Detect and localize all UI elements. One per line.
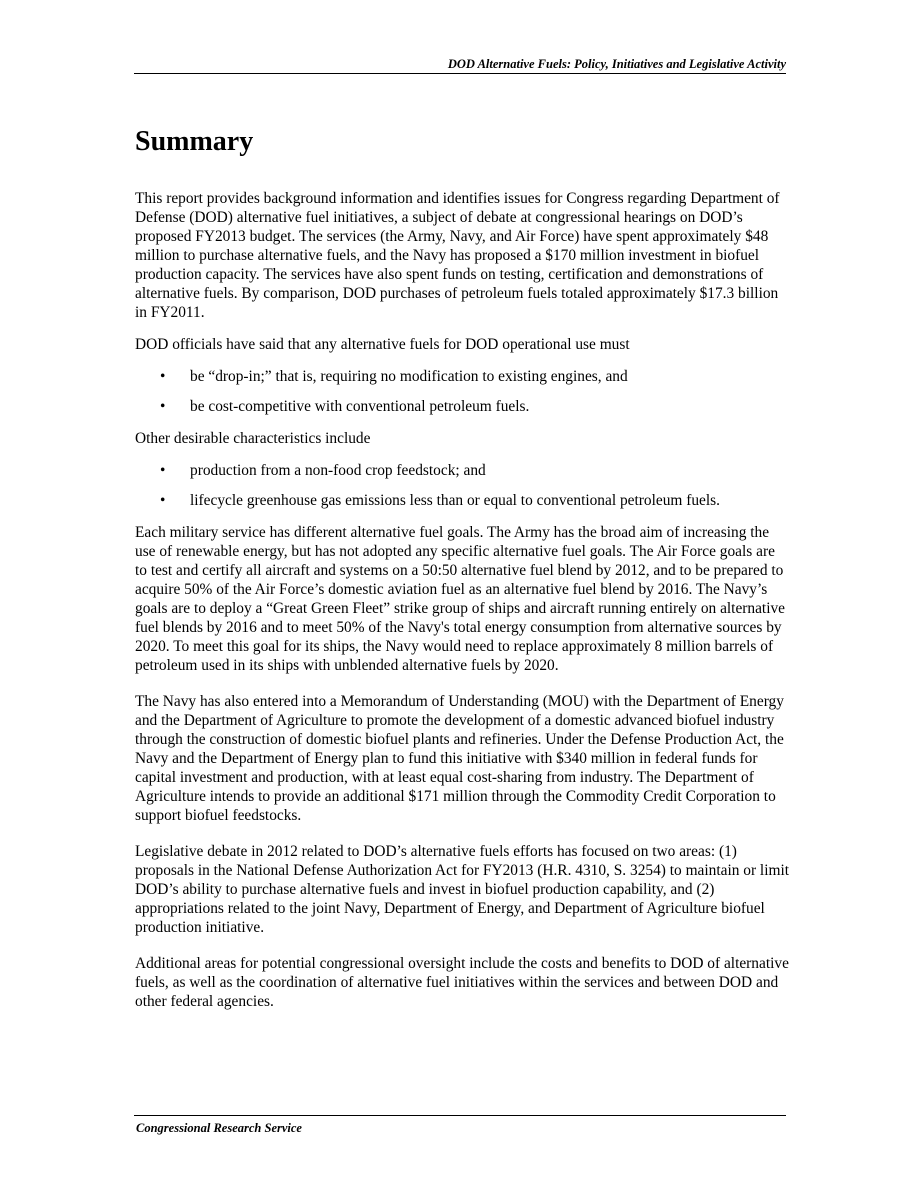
list-item: • be cost-competitive with conventional petroleum fuels. — [135, 397, 725, 416]
intro-paragraph: This report provides background information and identifies issues for Congress regarding Department of Defense (DOD) alternative fuel initiatives, a subject of debate at congressional hearings on DOD’s proposed FY2013 budget. The services (the Army, Navy, and Air Force) have spent approximately $48 million to purchase alternative fuels, and the Navy has proposed a $170 million investment in biofuel production capacity. The services have also spent funds on testing, certification and demonstrations of alternative fuels. By comparison, DOD purchases of petroleum fuels totaled approximately $17.3 billion in FY2011. — [135, 190, 780, 321]
list-item: • production from a non-food crop feedstock; and — [135, 461, 725, 480]
legislative-paragraph: Legislative debate in 2012 related to DOD’s alternative fuels efforts has focused on two areas: (1) proposals in the National Defense Authorization Act for FY2013 (H.R. 4310, S. 3254) to maintain or limit DOD’s ability to purchase alternative fuels and invest in biofuel production capability, and (2) appropriations related to the joint Navy, Department of Energy, and Department of Agriculture biofuel production initiative. — [135, 843, 790, 936]
running-header: DOD Alternative Fuels: Policy, Initiatives and Legislative Activity — [134, 56, 786, 74]
desirable-lead-in: Other desirable characteristics include — [135, 430, 371, 447]
list-item: • be “drop-in;” that is, requiring no modification to existing engines, and — [135, 367, 725, 386]
requirements-lead-in: DOD officials have said that any alternative fuels for DOD operational use must — [135, 336, 630, 353]
service-goals-paragraph: Each military service has different alternative fuel goals. The Army has the broad aim of increasing the use of renewable energy, but has not adopted any specific alternative fuel goals. The Air Force goals are to test and certify all aircraft and systems on a 50:50 alternative fuel blend by 2012, and to be prepared to acquire 50% of the Air Force’s domestic aviation fuel as an alternative fuel blend by 2016. The Navy’s goals are to deploy a “Great Green Fleet” strike group of ships and aircraft running entirely on alternative fuel blends by 2016 and to meet 50% of the Navy's total energy consumption from alternative sources by 2020. To meet this goal for its ships, the Navy would need to replace approximately 8 million barrels of petroleum used in its ships with unblended alternative fuels by 2020. — [135, 524, 786, 674]
page-content — [135, 124, 790, 1024]
section-heading: Summary — [135, 126, 254, 157]
footer-source: Congressional Research Service — [136, 1121, 302, 1135]
mou-paragraph: The Navy has also entered into a Memorandum of Understanding (MOU) with the Department of Energy and the Department of Agriculture to promote the development of a domestic advanced biofuel industry through the construction of domestic biofuel plants and refineries. Under the Defense Production Act, the Navy and the Department of Energy plan to fund this initiative with $340 million in federal funds for capital investment and production, with at least equal cost-sharing from industry. The Department of Agriculture intends to provide an additional $171 million through the Commodity Credit Corporation to support biofuel feedstocks. — [135, 693, 784, 824]
requirements-list — [135, 367, 790, 416]
oversight-paragraph: Additional areas for potential congressional oversight include the costs and benefits to DOD of alternative fuels, as well as the coordination of alternative fuel initiatives within the services and between DOD and other federal agencies. — [135, 955, 789, 1010]
list-item: • lifecycle greenhouse gas emissions less than or equal to conventional petroleum fuels. — [135, 491, 725, 510]
desirable-list — [135, 461, 790, 510]
footer-divider — [134, 1115, 786, 1116]
